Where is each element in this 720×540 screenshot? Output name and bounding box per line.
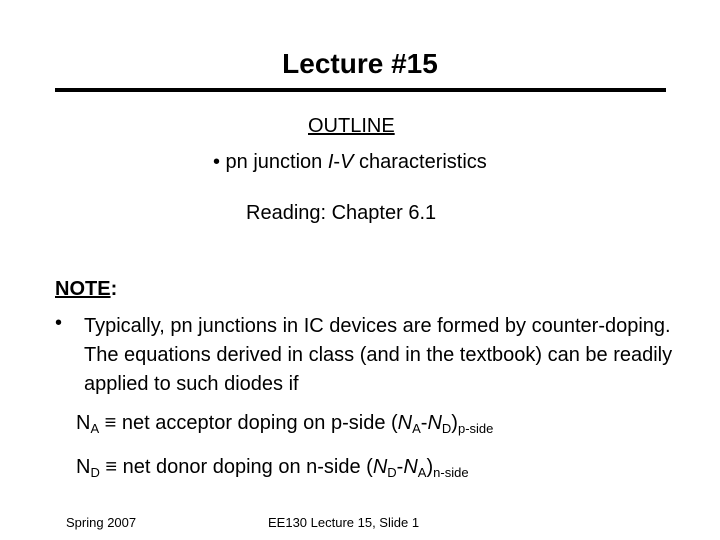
nd-s1: D bbox=[387, 465, 397, 480]
footer-date: Spring 2007 bbox=[66, 515, 137, 530]
note-paragraph: Typically, pn junctions in IC devices are formed by counter-doping. The equations derived in class (and in the textbook) can be readily applied to such diodes if bbox=[84, 315, 673, 395]
slide-title: Lecture #15 bbox=[282, 48, 438, 79]
na-dash: - bbox=[420, 412, 428, 434]
nd-close: ) bbox=[426, 456, 434, 478]
na-symbol-sub: A bbox=[90, 421, 100, 436]
nd-n2: N bbox=[403, 456, 418, 478]
reading-text: Reading: Chapter 6.1 bbox=[246, 202, 437, 224]
na-equiv: ≡ bbox=[99, 412, 122, 434]
na-symbol: N bbox=[76, 412, 91, 434]
nd-equiv: ≡ bbox=[99, 456, 123, 478]
note-colon: : bbox=[110, 278, 118, 300]
outline-heading: OUTLINE bbox=[308, 115, 395, 137]
title-divider bbox=[55, 88, 666, 92]
definition-na bbox=[76, 412, 493, 436]
definition-nd bbox=[76, 456, 469, 480]
nd-symbol-sub: D bbox=[90, 465, 100, 480]
na-n2: N bbox=[427, 412, 442, 434]
nd-side: n-side bbox=[433, 465, 469, 480]
nd-description: net donor doping on n-side ( bbox=[122, 456, 373, 478]
na-description: net acceptor doping on p-side ( bbox=[121, 412, 398, 434]
nd-dash: - bbox=[396, 456, 404, 478]
na-s2: D bbox=[441, 421, 452, 436]
footer-slide-info: EE130 Lecture 15, Slide 1 bbox=[268, 515, 420, 530]
nd-n1: N bbox=[372, 456, 388, 478]
note-heading-label: NOTE bbox=[55, 278, 111, 300]
na-close: ) bbox=[451, 412, 458, 434]
note-bullet: • bbox=[55, 312, 63, 334]
note-heading bbox=[55, 278, 117, 301]
na-n1: N bbox=[397, 412, 413, 434]
na-s1: A bbox=[412, 421, 421, 436]
nd-symbol: N bbox=[76, 456, 91, 478]
na-side: p-side bbox=[457, 421, 494, 436]
outline-item: • pn junction I-V characteristics bbox=[213, 151, 487, 173]
nd-s2: A bbox=[417, 465, 427, 480]
